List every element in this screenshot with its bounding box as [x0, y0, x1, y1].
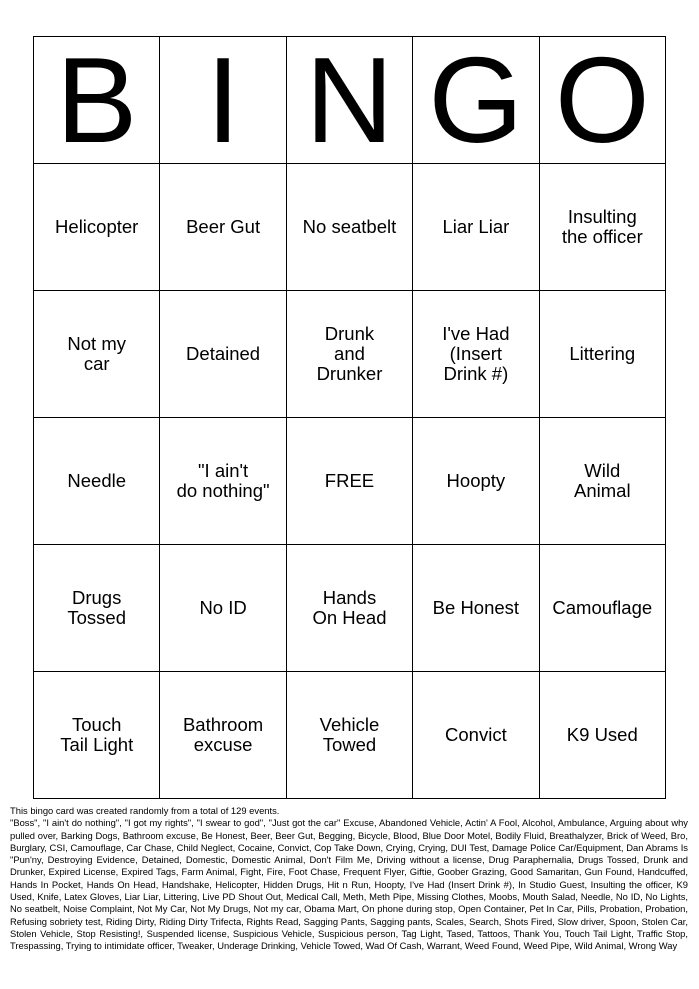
square-label: Vehicle Towed	[319, 714, 380, 755]
header-letter-o	[539, 37, 665, 164]
bingo-square	[160, 164, 286, 291]
square-label: "I ain't do nothing"	[176, 460, 270, 501]
bingo-square	[160, 291, 286, 418]
header-letter: O	[554, 36, 650, 164]
square-label: Beer Gut	[186, 216, 261, 237]
bingo-square	[413, 545, 539, 672]
bingo-square	[34, 545, 160, 672]
header-letter: G	[428, 36, 524, 164]
footer-intro: This bingo card was created randomly from a total of 129 events.	[10, 805, 280, 816]
header-letter-i	[160, 37, 286, 164]
square-label: Drunk and Drunker	[316, 323, 383, 384]
header-letter: B	[56, 36, 138, 164]
bingo-square	[539, 418, 665, 545]
bingo-square	[413, 291, 539, 418]
header-letter: I	[206, 36, 241, 164]
square-label: Bathroom excuse	[182, 714, 264, 755]
header-letter-b	[34, 37, 160, 164]
square-label: Hands On Head	[312, 587, 387, 628]
free-square	[286, 418, 412, 545]
square-label: Insulting the officer	[561, 206, 643, 247]
header-letter-g	[413, 37, 539, 164]
square-label: Touch Tail Light	[60, 714, 134, 755]
square-label: Liar Liar	[442, 216, 510, 237]
square-label: Detained	[186, 343, 261, 364]
header-letter-n	[286, 37, 412, 164]
bingo-square	[34, 291, 160, 418]
card-footer	[10, 805, 688, 953]
header-letter: N	[305, 36, 394, 164]
square-label: Hoopty	[446, 470, 506, 491]
bingo-square	[413, 418, 539, 545]
square-label: Camouflage	[552, 597, 653, 618]
bingo-square	[413, 672, 539, 799]
square-label: Helicopter	[55, 216, 139, 237]
bingo-row-1	[34, 164, 666, 291]
square-label: I've Had (Insert Drink #)	[442, 323, 510, 384]
bingo-square	[286, 164, 412, 291]
bingo-square	[539, 545, 665, 672]
bingo-square	[413, 164, 539, 291]
bingo-row-3	[34, 418, 666, 545]
square-label: Wild Animal	[574, 460, 631, 501]
bingo-row-2	[34, 291, 666, 418]
bingo-square	[160, 672, 286, 799]
square-label: Convict	[445, 724, 507, 745]
bingo-square	[286, 291, 412, 418]
bingo-square	[286, 545, 412, 672]
square-label: K9 Used	[566, 724, 638, 745]
bingo-square	[539, 672, 665, 799]
event-list: "Boss", "I ain't do nothing", "I got my rights", "I swear to god", "Just got the car" Excuse, Abandoned Vehicle, Actin' A Fool, Alcohol, Ambulance, Arguing about why pulled over, Barking Dogs, Bathroom excuse, Be Honest, Beer, Beer Gut, Begging, Bicycle, Blood, Blue Door Motel, Bodily Fluid, Breathalyzer, Brick of Weed, Bro, Burglary, CSI, Camouflage, Car Chase, Child Neglect, Cocaine, Convict, Cop Take Down, Crying, Crying, DUI Test, Damage Police Car/Equipment, Dan Abrams Is "Pun'ny, Destroying Evidence, Detained, Domestic, Domestic Animal, Don't Film Me, Driving without a license, Drug Paraphernalia, Drugs Tossed, Drunk and Drunker, Expired License, Expired Tags, Farm Animal, Fight, Fire, Foot Chase, Frequent Flyer, Giftie, Goober Grazing, Good Samaritan, Gun Found, Handcuffed, Hands In Pocket, Hands On Head, Handshake, Helicopter, Hidden Drugs, Hit n Run, Hoopty, I've Had (Insert Drink #), In Studio Guest, Insulting the officer, K9 Used, Knife, Latex Gloves, Liar Liar, Littering, Live PD Shout Out, Medical Call, Meth, Meth Pipe, Missing Clothes, Moobs, Mouth Salad, Needle, No ID, No Lights, No seatbelt, Noise Complaint, Not My Car, Not My Drugs, Not my car, Obama Mart, On phone during stop, Open Container, Pet In Car, Pills, Probation, Probation, Refusing sobriety test, Riding Dirty, Riding Dirty Trifecta, Rights Read, Sagging Pants, Sagging pants, Scales, Search, Shots Fired, Slow driver, Spoon, Stolen Car, Stolen Vehicle, Stop Resisting!, Suspended license, Suspicious Vehicle, Suspicious person, Tag Light, Tased, Tattoos, Thank You, Touch Tail Light, Traffic Stop, Trespassing, Trying to intimidate officer, Tweaker, Underage Drinking, Vehicle Towed, Wad Of Cash, Warrant, Weed Found, Weed Pipe, Wild Animal, Wrong Way	[10, 817, 688, 952]
square-label: Needle	[67, 470, 127, 491]
bingo-header-row	[34, 37, 666, 164]
square-label: No ID	[199, 597, 247, 618]
bingo-square	[160, 418, 286, 545]
bingo-square	[34, 164, 160, 291]
bingo-row-5	[34, 672, 666, 799]
bingo-card	[33, 36, 666, 799]
square-label: Not my car	[67, 333, 126, 374]
bingo-square	[286, 672, 412, 799]
bingo-square	[34, 418, 160, 545]
square-label: No seatbelt	[302, 216, 397, 237]
square-label: Drugs Tossed	[67, 587, 126, 628]
bingo-square	[34, 672, 160, 799]
bingo-square	[539, 291, 665, 418]
bingo-square	[160, 545, 286, 672]
free-square-label: FREE	[324, 470, 375, 491]
square-label: Be Honest	[432, 597, 520, 618]
bingo-row-4	[34, 545, 666, 672]
square-label: Littering	[569, 343, 636, 364]
bingo-square	[539, 164, 665, 291]
